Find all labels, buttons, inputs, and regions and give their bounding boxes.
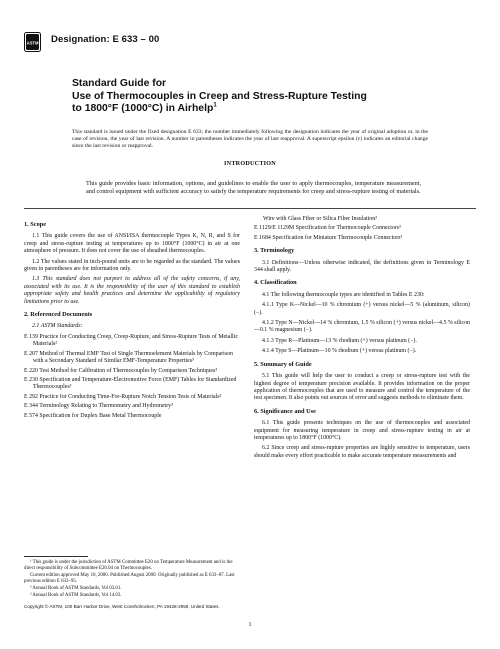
introduction-text: This guide provides basic information, options, and guidelines to enable the user to apply thermocouples, temperature measurement, and control equipment with sufficient accuracy to satisfy the temperature requirements for creep and stress-rupture testing of materials.	[86, 180, 421, 195]
type-item: 4.1.1 Type K—Nickel—10 % chromium (+) versus nickel—5 % (aluminum, silicon) (−).	[254, 302, 470, 316]
section-heading-terminology: 3. Terminology	[254, 247, 295, 255]
paragraph-1-1: 1.1 This guide covers the use of ANSI/ISA thermocouple Types K, N, R, and S for creep and stress-rupture testing at temperatures up to 1800°F (1000°C) in air at one atmosphere of pressure. It does not cover the use of sheathed thermocouples.	[24, 233, 240, 255]
reference-item: E 139 Practice for Conducting Creep, Creep-Rupture, and Stress-Rupture Tests of Metallic Materials²	[24, 333, 238, 348]
right-column	[254, 216, 470, 463]
reference-item: E 1684 Specification for Miniature Thermocouple Connectors³	[254, 234, 403, 241]
reference-item: E 292 Practice for Conducting Time-For-Rupture Notch Tension Tests of Materials²	[24, 393, 222, 400]
astm-logo-icon	[24, 32, 41, 52]
title-line-1: Standard Guide for	[72, 78, 167, 89]
designation: Designation: E 633 – 00	[51, 34, 160, 45]
paragraph-4-1: 4.1 The following thermocouple types are identified in Tables E 230:	[262, 291, 425, 298]
reference-item: E 220 Test Method for Calibration of Thermocouples by Comparison Techniques³	[24, 367, 218, 374]
introduction-heading: INTRODUCTION	[224, 160, 276, 167]
section-heading-referenced-documents: 2. Referenced Documents	[24, 311, 93, 319]
standard-notice: This standard is issued under the fixed designation E 633; the number immediately following the designation indicates the year of original adoption or, in the case of revision, the year of last revision. A number in parentheses indicates the year of last reapproval. A superscript epsilon (ε) indicates an editorial change since the last revision or reapproval.	[72, 129, 428, 149]
page-number: 1	[248, 622, 252, 628]
reference-item: E 207 Method of Thermal EMF Test of Single Thermoelement Materials by Comparison with a Secondary Standard of Similar EMF-Temperature Properties³	[24, 350, 233, 365]
type-item: 4.1.4 Type S—Platinum—10 % rhodium (+) versus platinum (−).	[262, 348, 417, 355]
type-item: 4.1.3 Type R—Platinum—13 % rhodium (+) versus platinum (−).	[262, 337, 417, 344]
reference-item: E 230 Specification and Temperature-Electromotive Force (EMF) Tables for Standardized Thermocouples³	[24, 376, 237, 391]
section-heading-summary: 5. Summary of Guide	[254, 360, 312, 368]
footnotes	[24, 560, 240, 601]
reference-item: E 574 Specification for Duplex Base Metal Thermocouple	[24, 412, 162, 419]
paragraph-1-3: 1.3 This standard does not purport to address all of the safety concerns, if any, associated with its use. It is the responsibility of the user of this standard to establish appropriate safety and health practices and determine the applicability of regulatory limitations prior to use.	[24, 276, 240, 305]
footnote-divider	[24, 556, 88, 557]
paragraph-1-2: 1.2 The values stated in inch-pound units are to be regarded as the standard. The values given in parentheses are for information only.	[24, 258, 240, 273]
reference-item: E 1129/E 1129M Specification for Thermocouple Connectors³	[254, 225, 401, 232]
reference-continuation: Wire with Glass Fiber or Silica Fiber Insulation³	[263, 216, 377, 222]
section-heading-significance: 6. Significance and Use	[254, 407, 316, 415]
reference-item: E 344 Terminology Relating to Thermometry and Hydrometry³	[24, 403, 173, 410]
document-title	[72, 78, 432, 116]
paragraph-2-1: 2.1 ASTM Standards:	[32, 323, 83, 330]
copyright-line: Copyright © ASTM, 100 Barr Harbor Drive, West Conshohocken, PA 19428-2959, United States.	[24, 604, 220, 609]
section-heading-scope: 1. Scope	[24, 221, 47, 228]
paragraph-3-1: 3.1 Definitions—Unless otherwise indicated, the definitions given in Terminology E 344 shall apply.	[254, 259, 470, 274]
paragraph-5-1: 5.1 This guide will help the user to conduct a creep or stress-rupture test with the highest degree of temperature precision available. It provides information on the proper application of thermocouples that are used to measure and control the temperature of the test specimen. It also points out sources of error and suggests methods to eliminate them.	[254, 373, 470, 402]
footnote-1: ¹ This guide is under the jurisdiction of ASTM Committee E20 on Temperature Measurement and is the direct responsibility of Subcommittee E20.04 on Thermocouples.	[24, 560, 233, 572]
section-heading-classification: 4. Classification	[254, 279, 297, 287]
footnote-2: ² Annual Book of ASTM Standards, Vol 03.01.	[30, 586, 122, 592]
divider	[24, 208, 476, 209]
svg-text:ASTM: ASTM	[26, 40, 39, 46]
title-line-3: to 1800°F (1000°C) in Airhelp$^1$	[72, 102, 217, 115]
footnote-3: ³ Annual Book of ASTM Standards, Vol 14.03.	[30, 593, 122, 599]
paragraph-6-2: 6.2 Since creep and stress-rupture properties are highly sensitive to temperature, users should make every effort practicable to make accurate temperature measurements and	[254, 445, 470, 459]
paragraph-6-1: 6.1 This guide presents techniques on the use of thermocouples and associated equipment for measuring temperature in creep and stress-rupture testing in air at temperatures up to 1800°F (1000°C).	[254, 420, 470, 441]
left-column	[24, 216, 240, 422]
type-item: 4.1.2 Type N—Nickel—14 % chromium, 1.5 % silicon (+) versus nickel—4.5 % silicon—0.1 % magnesium (−).	[254, 320, 470, 334]
title-line-2: Use of Thermocouples in Creep and Stress-Rupture Testing	[72, 90, 367, 102]
footnote-1-edition: Current edition approved May 10, 2000. Published August 2000. Originally published as E 633–87. Last previous edition E 633–95.	[24, 573, 235, 585]
